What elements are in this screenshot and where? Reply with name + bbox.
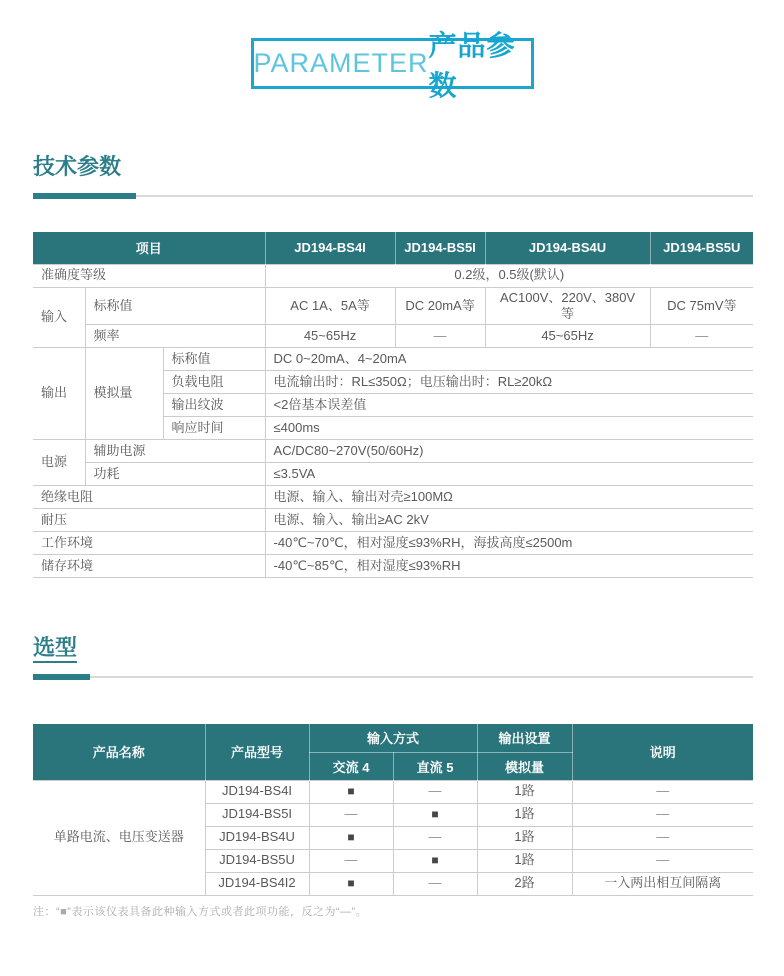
working-env-label: 工作环境 xyxy=(33,532,265,555)
rule-teal-bar xyxy=(33,193,136,199)
model-cell: JD194-BS5I xyxy=(205,803,309,826)
spec-table xyxy=(33,232,753,578)
withstand-voltage-value: 电源、输入、输出≥AC 2kV xyxy=(265,509,753,532)
analog-count-cell: 2路 xyxy=(477,872,572,895)
response-time-label: 响应时间 xyxy=(163,417,265,440)
storage-env-value: -40℃~85℃，相对湿度≤93%RH xyxy=(265,555,753,578)
response-time-value: ≤400ms xyxy=(265,417,753,440)
selection-header-row-1 xyxy=(33,724,753,752)
ac-support-cell: ■ xyxy=(309,826,393,849)
load-resistance-value: 电流输出时：RL≤350Ω；电压输出时：RL≥20kΩ xyxy=(265,371,753,394)
rule-gray-line xyxy=(33,195,753,197)
rule-gray-line xyxy=(33,676,753,678)
spec-row-input-nominal xyxy=(33,287,753,325)
analog-count-cell: 1路 xyxy=(477,803,572,826)
spec-row-output-nominal xyxy=(33,348,753,371)
selection-table xyxy=(33,724,753,896)
header-product-name: 产品名称 xyxy=(33,724,205,780)
output-nominal-value: DC 0~20mA、4~20mA xyxy=(265,348,753,371)
model-cell: JD194-BS5U xyxy=(205,849,309,872)
section-rule-tech xyxy=(33,193,753,199)
power-group-label: 电源 xyxy=(33,440,85,486)
description-cell: — xyxy=(572,826,753,849)
description-cell: — xyxy=(572,780,753,803)
dc-support-cell: — xyxy=(393,780,477,803)
output-ripple-label: 输出纹波 xyxy=(163,394,265,417)
analog-count-cell: 1路 xyxy=(477,826,572,849)
input-group-label: 输入 xyxy=(33,287,85,348)
header-input-mode: 输入方式 xyxy=(309,724,477,752)
load-resistance-label: 负载电阻 xyxy=(163,371,265,394)
dc-support-cell: — xyxy=(393,826,477,849)
aux-power-label: 辅助电源 xyxy=(85,440,265,463)
section-title-selection xyxy=(33,633,753,663)
accuracy-label: 准确度等级 xyxy=(33,264,265,287)
selection-row-bs4i xyxy=(33,780,753,803)
section-title-tech: 技术参数 xyxy=(33,154,122,179)
insulation-label: 绝缘电阻 xyxy=(33,486,265,509)
spec-row-storage-env xyxy=(33,555,753,578)
spec-header-bs4u: JD194-BS4U xyxy=(485,232,650,264)
header-description: 说明 xyxy=(572,724,753,780)
accuracy-value: 0.2级，0.5级(默认) xyxy=(265,264,753,287)
input-nominal-label: 标称值 xyxy=(85,287,265,325)
ac-support-cell: — xyxy=(309,849,393,872)
spec-header-bs4i: JD194-BS4I xyxy=(265,232,395,264)
withstand-voltage-label: 耐压 xyxy=(33,509,265,532)
spec-row-withstand-voltage xyxy=(33,509,753,532)
header-product-model: 产品型号 xyxy=(205,724,309,780)
dc-support-cell: ■ xyxy=(393,849,477,872)
spec-row-aux-power xyxy=(33,440,753,463)
model-cell: JD194-BS4I xyxy=(205,780,309,803)
output-nominal-label: 标称值 xyxy=(163,348,265,371)
dc-support-cell: — xyxy=(393,872,477,895)
spec-header-bs5i: JD194-BS5I xyxy=(395,232,485,264)
output-analog-label: 模拟量 xyxy=(85,348,163,440)
output-group-label: 输出 xyxy=(33,348,85,440)
ac-support-cell: — xyxy=(309,803,393,826)
description-cell: — xyxy=(572,803,753,826)
spec-header-bs5u: JD194-BS5U xyxy=(650,232,753,264)
model-cell: JD194-BS4I2 xyxy=(205,872,309,895)
consumption-value: ≤3.5VA xyxy=(265,463,753,486)
header-analog: 模拟量 xyxy=(477,752,572,780)
spec-row-accuracy xyxy=(33,264,753,287)
description-cell: — xyxy=(572,849,753,872)
description-cell: 一入两出相互间隔离 xyxy=(572,872,753,895)
banner-title-zh: 产品参数 xyxy=(428,29,516,101)
input-freq-label: 频率 xyxy=(85,325,265,348)
input-nominal-bs5i: DC 20mA等 xyxy=(395,287,485,325)
output-ripple-value: <2倍基本误差值 xyxy=(265,394,753,417)
consumption-label: 功耗 xyxy=(85,463,265,486)
spec-row-working-env xyxy=(33,532,753,555)
analog-count-cell: 1路 xyxy=(477,780,572,803)
analog-count-cell: 1路 xyxy=(477,849,572,872)
spec-row-consumption xyxy=(33,463,753,486)
input-freq-bs4i: 45~65Hz xyxy=(265,325,395,348)
input-nominal-bs4i: AC 1A、5A等 xyxy=(265,287,395,325)
input-freq-bs4u: 45~65Hz xyxy=(485,325,650,348)
section-rule-selection xyxy=(33,674,753,680)
spec-row-input-freq xyxy=(33,325,753,348)
selection-title-text: 选型 xyxy=(33,635,77,663)
header-ac: 交流 4 xyxy=(309,752,393,780)
model-cell: JD194-BS4U xyxy=(205,826,309,849)
aux-power-value: AC/DC80~270V(50/60Hz) xyxy=(265,440,753,463)
rule-teal-bar xyxy=(33,674,90,680)
spec-row-insulation xyxy=(33,486,753,509)
spec-header-row xyxy=(33,232,753,264)
table-footnote: 注：“■”表示该仪表具备此种输入方式或者此项功能，反之为“—”。 xyxy=(33,905,368,918)
header-dc: 直流 5 xyxy=(393,752,477,780)
dc-support-cell: ■ xyxy=(393,803,477,826)
ac-support-cell: ■ xyxy=(309,872,393,895)
product-group-name: 单路电流、电压变送器 xyxy=(33,780,205,895)
ac-support-cell: ■ xyxy=(309,780,393,803)
product-parameter-page xyxy=(0,29,784,976)
storage-env-label: 储存环境 xyxy=(33,555,265,578)
input-nominal-bs5u: DC 75mV等 xyxy=(650,287,753,325)
input-nominal-bs4u: AC100V、220V、380V等 xyxy=(485,287,650,325)
banner-title-en: PARAMETER xyxy=(253,48,429,78)
working-env-value: -40℃~70℃，相对湿度≤93%RH，海拔高度≤2500m xyxy=(265,532,753,555)
spec-header-item: 项目 xyxy=(33,232,265,264)
parameter-banner xyxy=(251,29,534,101)
insulation-value: 电源、输入、输出对壳≥100MΩ xyxy=(265,486,753,509)
input-freq-bs5u: — xyxy=(650,325,753,348)
input-freq-bs5i: — xyxy=(395,325,485,348)
header-output-setting: 输出设置 xyxy=(477,724,572,752)
